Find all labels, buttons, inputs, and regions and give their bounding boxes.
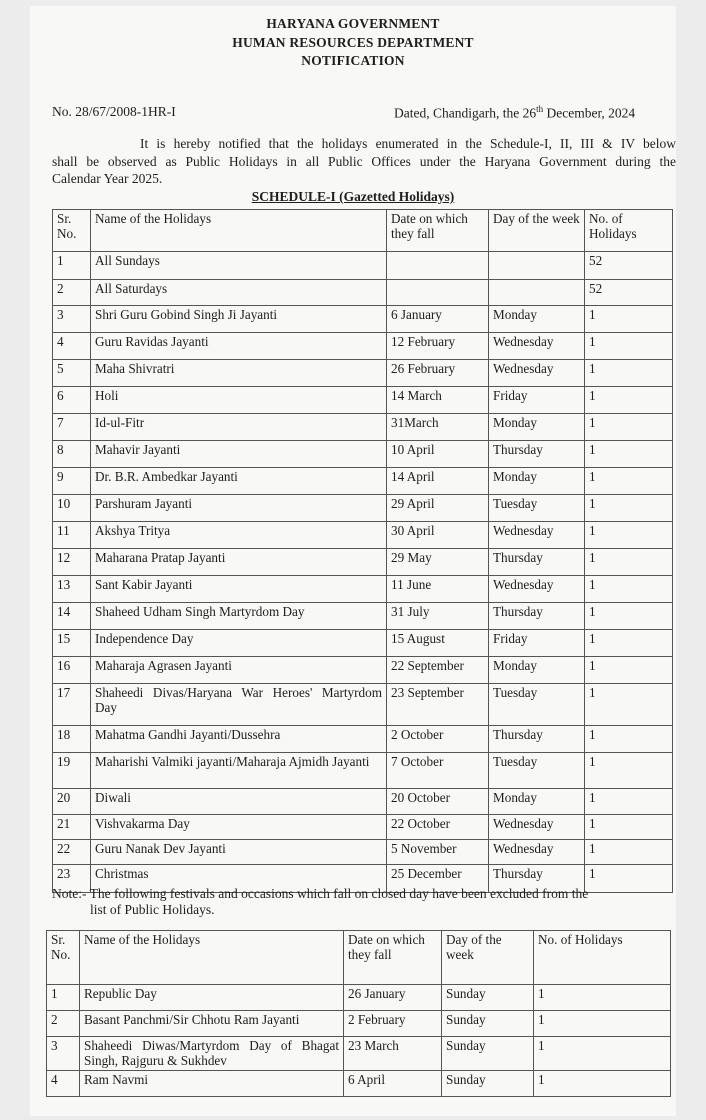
cell-count: 1 xyxy=(585,549,673,576)
cell-date xyxy=(387,252,489,280)
schedule-title: SCHEDULE-I (Gazetted Holidays) xyxy=(251,189,455,204)
cell-name: Sant Kabir Jayanti xyxy=(91,576,387,603)
cell-sr: 1 xyxy=(47,985,80,1011)
cell-sr: 3 xyxy=(47,1037,80,1071)
col-header-sr: Sr. No. xyxy=(47,931,80,985)
cell-count: 1 xyxy=(585,441,673,468)
cell-day: Wednesday xyxy=(489,360,585,387)
cell-name: Maha Shivratri xyxy=(91,360,387,387)
col-header-name: Name of the Holidays xyxy=(91,210,387,252)
cell-day: Thursday xyxy=(489,865,585,893)
table-row xyxy=(47,1037,671,1071)
table-header-row xyxy=(53,210,673,252)
cell-name: Vishvakarma Day xyxy=(91,815,387,840)
table-row xyxy=(53,576,673,603)
cell-count: 1 xyxy=(585,815,673,840)
col-header-date: Date on which they fall xyxy=(344,931,442,985)
cell-sr: 6 xyxy=(53,387,91,414)
table-row xyxy=(53,657,673,684)
cell-day: Monday xyxy=(489,789,585,815)
cell-day: Monday xyxy=(489,306,585,333)
cell-name: Maharishi Valmiki jayanti/Maharaja Ajmidh Jayanti xyxy=(91,753,387,789)
cell-sr: 15 xyxy=(53,630,91,657)
cell-count: 1 xyxy=(585,657,673,684)
cell-sr: 11 xyxy=(53,522,91,549)
cell-name: Id-ul-Fitr xyxy=(91,414,387,441)
cell-count: 1 xyxy=(585,630,673,657)
cell-date: 30 April xyxy=(387,522,489,549)
table-row xyxy=(53,603,673,630)
cell-day: Thursday xyxy=(489,441,585,468)
cell-count: 1 xyxy=(585,684,673,726)
cell-day: Friday xyxy=(489,630,585,657)
cell-date: 22 October xyxy=(387,815,489,840)
cell-day: Sunday xyxy=(442,1011,534,1037)
cell-count: 1 xyxy=(585,360,673,387)
cell-count: 1 xyxy=(585,495,673,522)
cell-date: 15 August xyxy=(387,630,489,657)
table-row xyxy=(53,522,673,549)
cell-sr: 17 xyxy=(53,684,91,726)
cell-name: Akshya Tritya xyxy=(91,522,387,549)
cell-day: Wednesday xyxy=(489,815,585,840)
cell-sr: 10 xyxy=(53,495,91,522)
table-row xyxy=(53,306,673,333)
cell-date: 6 January xyxy=(387,306,489,333)
cell-sr: 4 xyxy=(47,1071,80,1097)
cell-count: 1 xyxy=(585,576,673,603)
table-row xyxy=(53,468,673,495)
table-row xyxy=(53,815,673,840)
cell-count: 1 xyxy=(585,726,673,753)
cell-count: 1 xyxy=(585,603,673,630)
table-row xyxy=(53,789,673,815)
table-row xyxy=(53,684,673,726)
cell-day xyxy=(489,280,585,306)
body-line-1: It is hereby notified that the holidays enumerated in the Schedule-I, II, III & IV below xyxy=(140,136,676,151)
cell-count: 1 xyxy=(585,333,673,360)
cell-sr: 7 xyxy=(53,414,91,441)
body-line-2: shall be observed as Public Holidays in all Public Offices under the Haryana Government during the xyxy=(52,154,676,169)
cell-date: 6 April xyxy=(344,1071,442,1097)
cell-day: Friday xyxy=(489,387,585,414)
cell-date: 12 February xyxy=(387,333,489,360)
cell-date: 25 December xyxy=(387,865,489,893)
cell-name: Mahavir Jayanti xyxy=(91,441,387,468)
table-row xyxy=(53,495,673,522)
col-header-date: Date on which they fall xyxy=(387,210,489,252)
cell-day: Wednesday xyxy=(489,333,585,360)
col-header-day: Day of the week xyxy=(442,931,534,985)
cell-sr: 18 xyxy=(53,726,91,753)
body-line-3: Calendar Year 2025. xyxy=(52,171,163,186)
table-row xyxy=(53,753,673,789)
table-row xyxy=(47,1071,671,1097)
cell-name: Shaheed Udham Singh Martyrdom Day xyxy=(91,603,387,630)
cell-count: 1 xyxy=(534,1011,671,1037)
cell-day: Wednesday xyxy=(489,840,585,865)
cell-date: 14 March xyxy=(387,387,489,414)
cell-date: 7 October xyxy=(387,753,489,789)
cell-date: 31March xyxy=(387,414,489,441)
cell-name: Independence Day xyxy=(91,630,387,657)
cell-date: 26 January xyxy=(344,985,442,1011)
cell-day: Sunday xyxy=(442,1037,534,1071)
cell-date: 29 April xyxy=(387,495,489,522)
cell-name: Christmas xyxy=(91,865,387,893)
cell-date: 23 September xyxy=(387,684,489,726)
header-notification: NOTIFICATION xyxy=(301,53,405,68)
table-row xyxy=(53,252,673,280)
col-header-name: Name of the Holidays xyxy=(80,931,344,985)
col-header-day: Day of the week xyxy=(489,210,585,252)
cell-count: 1 xyxy=(585,789,673,815)
cell-sr: 22 xyxy=(53,840,91,865)
cell-date: 26 February xyxy=(387,360,489,387)
cell-date: 31 July xyxy=(387,603,489,630)
cell-name: Ram Navmi xyxy=(80,1071,344,1097)
cell-count: 1 xyxy=(585,387,673,414)
cell-sr: 23 xyxy=(53,865,91,893)
cell-date: 11 June xyxy=(387,576,489,603)
table-row xyxy=(53,360,673,387)
cell-name: Maharaja Agrasen Jayanti xyxy=(91,657,387,684)
notification-number: No. 28/67/2008-1HR-I xyxy=(52,104,176,119)
col-header-count: No. of Holidays xyxy=(534,931,671,985)
cell-date: 10 April xyxy=(387,441,489,468)
cell-sr: 16 xyxy=(53,657,91,684)
cell-sr: 9 xyxy=(53,468,91,495)
schedule-1-table xyxy=(52,209,673,893)
cell-day: Sunday xyxy=(442,1071,534,1097)
cell-name: Dr. B.R. Ambedkar Jayanti xyxy=(91,468,387,495)
cell-count: 1 xyxy=(585,468,673,495)
col-header-count: No. of Holidays xyxy=(585,210,673,252)
cell-day: Tuesday xyxy=(489,753,585,789)
note-line-2: list of Public Holidays. xyxy=(90,902,215,917)
cell-day: Sunday xyxy=(442,985,534,1011)
cell-date: 2 October xyxy=(387,726,489,753)
cell-name: Shri Guru Gobind Singh Ji Jayanti xyxy=(91,306,387,333)
table-row xyxy=(53,280,673,306)
table-row xyxy=(53,630,673,657)
cell-date: 2 February xyxy=(344,1011,442,1037)
cell-sr: 14 xyxy=(53,603,91,630)
cell-date: 29 May xyxy=(387,549,489,576)
cell-day: Monday xyxy=(489,468,585,495)
cell-sr: 19 xyxy=(53,753,91,789)
cell-name: Republic Day xyxy=(80,985,344,1011)
cell-day: Thursday xyxy=(489,603,585,630)
cell-name: Diwali xyxy=(91,789,387,815)
cell-day: Monday xyxy=(489,414,585,441)
excluded-holidays-table xyxy=(46,930,671,1097)
cell-name: Basant Panchmi/Sir Chhotu Ram Jayanti xyxy=(80,1011,344,1037)
cell-name: Maharana Pratap Jayanti xyxy=(91,549,387,576)
cell-day xyxy=(489,252,585,280)
cell-name: Shaheedi Diwas/Martyrdom Day of Bhagat Singh, Rajguru & Sukhdev xyxy=(80,1037,344,1071)
cell-sr: 4 xyxy=(53,333,91,360)
cell-name: Guru Nanak Dev Jayanti xyxy=(91,840,387,865)
cell-sr: 3 xyxy=(53,306,91,333)
table-row xyxy=(53,333,673,360)
table-row xyxy=(47,1011,671,1037)
cell-name: Guru Ravidas Jayanti xyxy=(91,333,387,360)
cell-name: Mahatma Gandhi Jayanti/Dussehra xyxy=(91,726,387,753)
cell-count: 1 xyxy=(585,414,673,441)
cell-sr: 20 xyxy=(53,789,91,815)
cell-sr: 5 xyxy=(53,360,91,387)
cell-date: 22 September xyxy=(387,657,489,684)
cell-count: 1 xyxy=(585,840,673,865)
cell-count: 1 xyxy=(534,1037,671,1071)
cell-day: Wednesday xyxy=(489,522,585,549)
cell-count: 52 xyxy=(585,280,673,306)
cell-name: Holi xyxy=(91,387,387,414)
col-header-sr: Sr. No. xyxy=(53,210,91,252)
cell-day: Thursday xyxy=(489,549,585,576)
cell-day: Thursday xyxy=(489,726,585,753)
cell-count: 1 xyxy=(534,1071,671,1097)
cell-count: 1 xyxy=(585,306,673,333)
cell-date xyxy=(387,280,489,306)
table-row xyxy=(53,726,673,753)
cell-count: 1 xyxy=(534,985,671,1011)
cell-name: All Sundays xyxy=(91,252,387,280)
cell-day: Monday xyxy=(489,657,585,684)
cell-date: 14 April xyxy=(387,468,489,495)
cell-sr: 1 xyxy=(53,252,91,280)
cell-name: All Saturdays xyxy=(91,280,387,306)
cell-date: 20 October xyxy=(387,789,489,815)
table-row xyxy=(53,441,673,468)
cell-day: Wednesday xyxy=(489,576,585,603)
cell-name: Shaheedi Divas/Haryana War Heroes' Martyrdom Day xyxy=(91,684,387,726)
header-government: HARYANA GOVERNMENT xyxy=(266,16,440,31)
header-department: HUMAN RESOURCES DEPARTMENT xyxy=(232,35,474,50)
cell-sr: 12 xyxy=(53,549,91,576)
table-header-row xyxy=(47,931,671,985)
cell-sr: 8 xyxy=(53,441,91,468)
cell-sr: 21 xyxy=(53,815,91,840)
table-row xyxy=(53,387,673,414)
cell-count: 1 xyxy=(585,522,673,549)
note-line-1: Note:- The following festivals and occasions which fall on closed day have been excluded from the xyxy=(52,886,589,901)
notification-date: Dated, Chandigarh, the 26th December, 2024 xyxy=(394,104,636,121)
cell-sr: 13 xyxy=(53,576,91,603)
cell-sr: 2 xyxy=(53,280,91,306)
cell-date: 23 March xyxy=(344,1037,442,1071)
cell-date: 5 November xyxy=(387,840,489,865)
cell-day: Tuesday xyxy=(489,495,585,522)
table-row xyxy=(53,549,673,576)
cell-count: 1 xyxy=(585,753,673,789)
table-row xyxy=(53,414,673,441)
cell-day: Tuesday xyxy=(489,684,585,726)
cell-count: 52 xyxy=(585,252,673,280)
table-row xyxy=(53,840,673,865)
cell-count: 1 xyxy=(585,865,673,893)
table-row xyxy=(47,985,671,1011)
cell-sr: 2 xyxy=(47,1011,80,1037)
cell-name: Parshuram Jayanti xyxy=(91,495,387,522)
